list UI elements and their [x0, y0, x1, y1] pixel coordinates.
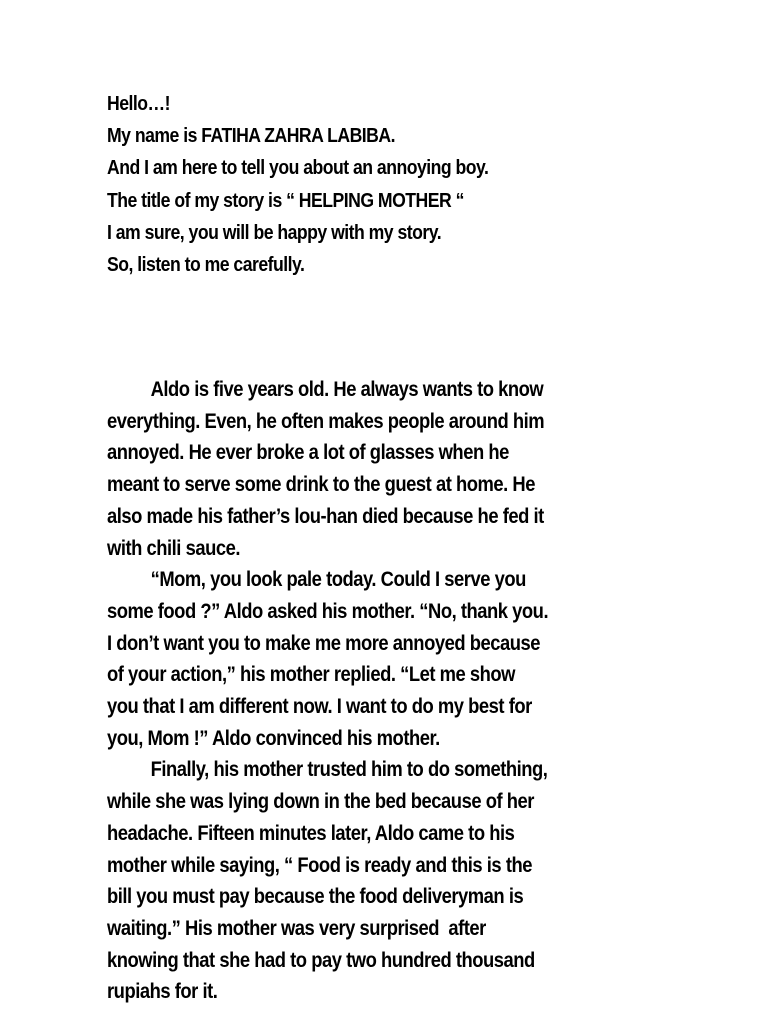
story-line: headache. Fifteen minutes later, Aldo came to his: [107, 820, 515, 845]
story-line: Finally, his mother trusted him to do something,: [150, 757, 548, 782]
story-line: everything. Even, he often makes people around him: [107, 408, 545, 433]
intro-line-greeting: Hello…!: [107, 92, 170, 115]
story-line: annoyed. He ever broke a lot of glasses when he: [107, 440, 509, 465]
story-line: also made his father’s lou-han died because he fed it: [107, 503, 544, 528]
intro-line-name: My name is FATIHA ZAHRA LABIBA.: [107, 124, 395, 148]
story-line: some food ?” Aldo asked his mother. “No, thank you.: [107, 598, 549, 623]
intro-line-promise: I am sure, you will be happy with my story.: [107, 220, 442, 244]
story-line: while she was lying down in the bed because of her: [107, 789, 534, 814]
story-line: I don’t want you to make me more annoyed because: [107, 630, 541, 655]
story-line: rupiahs for it.: [107, 979, 218, 1004]
story-line: Aldo is five years old. He always wants to know: [150, 377, 544, 401]
intro-block: [107, 88, 640, 281]
story-line: meant to serve some drink to the guest at home. He: [107, 472, 535, 497]
story-line: you that I am different now. I want to do my best for: [107, 694, 532, 719]
story-line: mother while saying, “ Food is ready and this is the: [107, 852, 532, 877]
intro-line-purpose: And I am here to tell you about an annoying boy.: [107, 156, 489, 180]
story-body: [107, 374, 694, 1008]
story-line: with chili sauce.: [107, 535, 240, 560]
story-line: “Mom, you look pale today. Could I serve you: [150, 567, 526, 592]
story-line: knowing that she had to pay two hundred thousand: [107, 947, 535, 972]
story-line: waiting.” His mother was very surprised after: [107, 915, 486, 940]
story-line: of your action,” his mother replied. “Let me show: [107, 662, 515, 687]
intro-line-title: The title of my story is “ HELPING MOTHER “: [107, 188, 464, 212]
story-line: bill you must pay because the food deliveryman is: [107, 884, 524, 909]
story-line: you, Mom !” Aldo convinced his mother.: [107, 725, 440, 750]
intro-line-listen: So, listen to me carefully.: [107, 253, 305, 277]
